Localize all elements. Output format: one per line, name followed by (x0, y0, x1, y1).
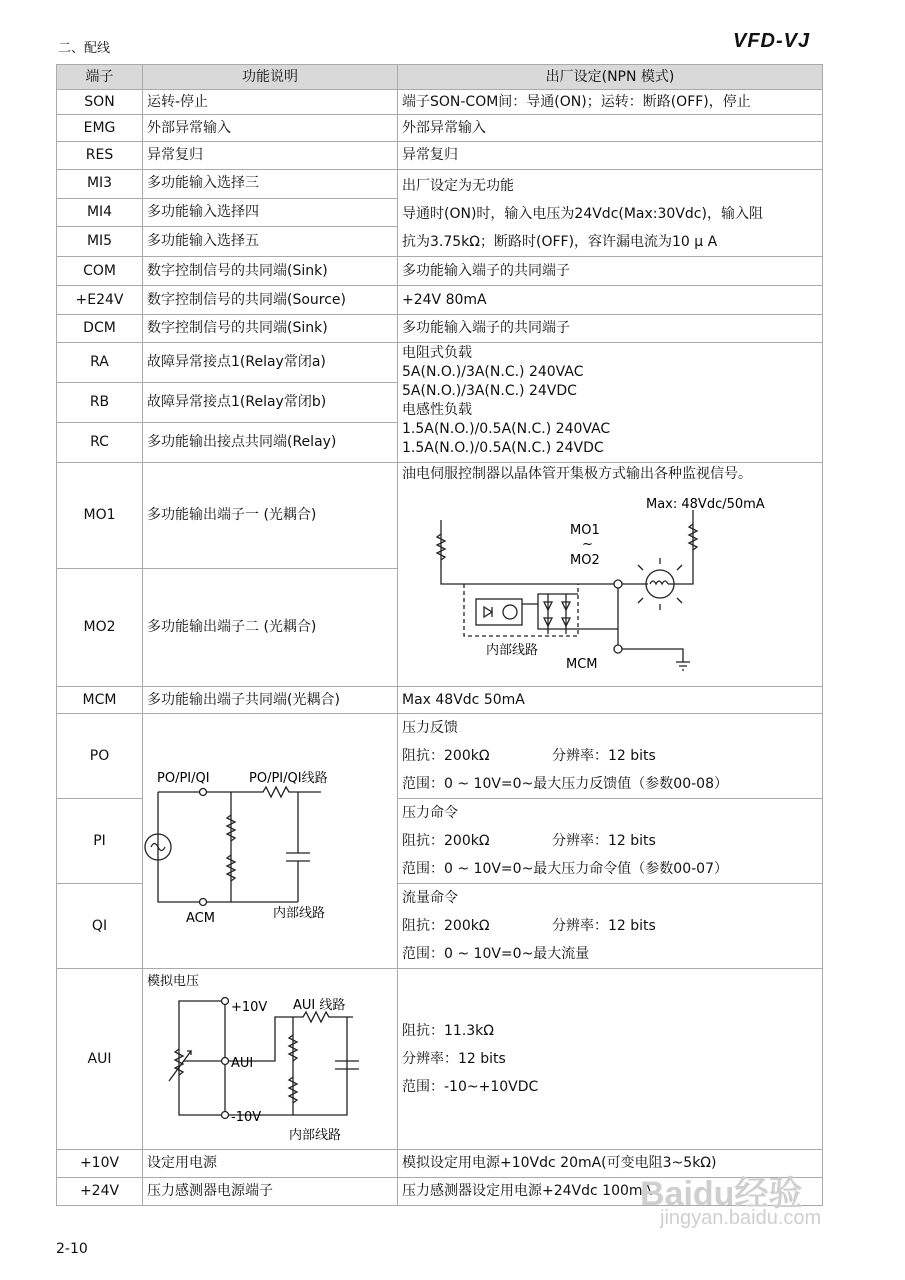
function-e24v: 数字控制信号的共同端(Source) (143, 286, 398, 315)
terminal-mo1: MO1 (57, 463, 143, 569)
mi-setting-line: 出厂设定为无功能 (402, 178, 514, 194)
aui-diagram-cell (143, 969, 398, 1150)
col-header-terminal: 端子 (57, 65, 143, 90)
setting-mi (398, 170, 823, 257)
aui-label: AUI (231, 1056, 254, 1071)
analog-input-diagram (143, 715, 397, 961)
terminal-mi3: MI3 (57, 170, 143, 199)
function-res: 异常复归 (143, 142, 398, 170)
table-row (57, 714, 823, 799)
terminal-p10v: +10V (57, 1150, 143, 1178)
watermark-logo: Baidu经验 (640, 1175, 803, 1213)
qi-resolution: 分辨率：12 bits (552, 918, 656, 934)
setting-mcm: Max 48Vdc 50mA (398, 687, 823, 714)
function-p24v: 压力感测器电源端子 (143, 1178, 398, 1206)
terminal-mi4: MI4 (57, 198, 143, 227)
pi-impedance: 阻抗：200kΩ (402, 833, 490, 849)
function-mo1: 多功能输出端子一 (光耦合) (143, 463, 398, 569)
col-header-function: 功能说明 (143, 65, 398, 90)
terminal-aui: AUI (57, 969, 143, 1150)
setting-e24v: +24V 80mA (398, 286, 823, 315)
mo-setting-text: 油电伺服控制器以晶体管开集极方式输出各种监视信号。 (402, 466, 752, 482)
setting-com: 多功能输入端子的共同端子 (398, 257, 823, 286)
mo-max-label: Max: 48Vdc/50mA (646, 497, 765, 512)
function-mi4: 多功能输入选择四 (143, 198, 398, 227)
setting-p24v: 压力感测器设定用电源+24Vdc 100mA (398, 1178, 823, 1206)
internal-label: 内部线路 (273, 906, 326, 921)
setting-relay (398, 343, 823, 463)
mo-terminal-dot (614, 580, 622, 588)
terminal-mi5: MI5 (57, 227, 143, 257)
col-header-setting: 出厂设定(NPN 模式) (398, 65, 823, 90)
function-rb: 故障异常接点1(Relay常闭b) (143, 383, 398, 423)
mcm-label: MCM (566, 657, 598, 672)
table-row (57, 257, 823, 286)
function-dcm: 数字控制信号的共同端(Sink) (143, 315, 398, 343)
aui-internal-label: 内部线路 (289, 1128, 342, 1143)
terminal-label: PO/PI/QI (157, 771, 210, 786)
relay-setting-line: 5A(N.O.)/3A(N.C.) 240VAC (402, 364, 584, 380)
mi-setting-line: 抗为3.75kΩ；断路时(OFF)，容许漏电流为10 μ A (402, 234, 718, 250)
setting-mo (398, 463, 823, 687)
terminal-po: PO (57, 714, 143, 799)
qi-title: 流量命令 (402, 890, 458, 906)
p10v-dot (222, 998, 229, 1005)
section-title: 二、配线 (58, 41, 111, 56)
mo2-label: MO2 (570, 553, 600, 568)
acm-dot (200, 899, 207, 906)
terminal-e24v: +E24V (57, 286, 143, 315)
setting-res: 异常复归 (398, 142, 823, 170)
function-son: 运转-停止 (143, 90, 398, 115)
setting-son: 端子SON-COM间：导通(ON)；运转：断路(OFF)，停止 (398, 90, 823, 115)
setting-p10v: 模拟设定用电源+10Vdc 20mA(可变电阻3~5kΩ) (398, 1150, 823, 1178)
aui-impedance: 阻抗：11.3kΩ (402, 1023, 494, 1039)
table-row (57, 286, 823, 315)
table-header-row (57, 65, 823, 90)
internal-circuit-label: 内部线路 (486, 643, 539, 658)
function-mcm: 多功能输出端子共同端(光耦合) (143, 687, 398, 714)
relay-setting-line: 电阻式负载 (402, 345, 472, 361)
aui-line-label: AUI 线路 (293, 998, 346, 1013)
relay-setting-line: 1.5A(N.O.)/0.5A(N.C.) 240VAC (402, 421, 611, 437)
po-impedance: 阻抗：200kΩ (402, 748, 490, 764)
terminal-rc: RC (57, 423, 143, 463)
setting-aui (398, 969, 823, 1150)
relay-setting-line: 1.5A(N.O.)/0.5A(N.C.) 24VDC (402, 440, 604, 456)
table-row (57, 687, 823, 714)
pi-range: 范围：0 ~ 10V=0~最大压力命令值（参数00-07） (402, 861, 728, 877)
mo1-label: MO1 (570, 523, 600, 538)
function-mi5: 多功能输入选择五 (143, 227, 398, 257)
terminal-emg: EMG (57, 115, 143, 142)
function-mi3: 多功能输入选择三 (143, 170, 398, 199)
line-label: PO/PI/QI线路 (249, 771, 328, 786)
terminal-mcm: MCM (57, 687, 143, 714)
terminal-dot (200, 789, 207, 796)
function-mo2: 多功能输出端子二 (光耦合) (143, 569, 398, 687)
terminal-qi: QI (57, 884, 143, 969)
terminal-p24v: +24V (57, 1178, 143, 1206)
pi-title: 压力命令 (402, 805, 458, 821)
m10v-label: -10V (231, 1110, 262, 1125)
page-number: 2-10 (56, 1241, 88, 1257)
aui-dot (222, 1058, 229, 1065)
qi-range: 范围：0 ~ 10V=0~最大流量 (402, 946, 590, 962)
terminal-son: SON (57, 90, 143, 115)
setting-qi (398, 884, 823, 969)
terminal-pi: PI (57, 799, 143, 884)
relay-setting-line: 电感性负载 (402, 402, 472, 418)
mi-setting-line: 导通时(ON)时，输入电压为24Vdc(Max:30Vdc)，输入阻 (402, 206, 763, 222)
table-row (57, 115, 823, 142)
terminal-mo2: MO2 (57, 569, 143, 687)
function-ra: 故障异常接点1(Relay常闭a) (143, 343, 398, 383)
table-row (57, 90, 823, 115)
terminal-ra: RA (57, 343, 143, 383)
table-row (57, 343, 823, 383)
setting-dcm: 多功能输入端子的共同端子 (398, 315, 823, 343)
terminal-com: COM (57, 257, 143, 286)
table-row (57, 969, 823, 1150)
function-rc: 多功能输出接点共同端(Relay) (143, 423, 398, 463)
setting-po (398, 714, 823, 799)
terminal-rb: RB (57, 383, 143, 423)
function-com: 数字控制信号的共同端(Sink) (143, 257, 398, 286)
aui-circuit-diagram (143, 969, 397, 1143)
table-row (57, 170, 823, 199)
p10v-label: +10V (231, 1000, 268, 1015)
po-resolution: 分辨率：12 bits (552, 748, 656, 764)
function-p10v: 设定用电源 (143, 1150, 398, 1178)
aui-resolution: 分辨率：12 bits (402, 1051, 506, 1067)
wiring-table (56, 64, 823, 1206)
table-row (57, 315, 823, 343)
tilde-label: ~ (582, 537, 593, 552)
setting-emg: 外部异常输入 (398, 115, 823, 142)
m10v-dot (222, 1112, 229, 1119)
analog-input-diagram-cell (143, 714, 398, 969)
terminal-res: RES (57, 142, 143, 170)
po-title: 压力反馈 (402, 720, 458, 736)
table-row (57, 142, 823, 170)
mo-circuit-diagram (398, 484, 822, 680)
brand-logo: VFD-VJ (733, 30, 811, 52)
qi-impedance: 阻抗：200kΩ (402, 918, 490, 934)
aui-range: 范围：-10~+10VDC (402, 1079, 539, 1095)
pi-resolution: 分辨率：12 bits (552, 833, 656, 849)
mcm-terminal-dot (614, 645, 622, 653)
setting-pi (398, 799, 823, 884)
po-range: 范围：0 ~ 10V=0~最大压力反馈值（参数00-08） (402, 776, 728, 792)
watermark-url: jingyan.baidu.com (660, 1207, 822, 1229)
aui-diagram-title: 模拟电压 (147, 974, 200, 989)
relay-setting-line: 5A(N.O.)/3A(N.C.) 24VDC (402, 383, 577, 399)
table-row (57, 463, 823, 569)
terminal-dcm: DCM (57, 315, 143, 343)
acm-label: ACM (186, 911, 215, 926)
function-emg: 外部异常输入 (143, 115, 398, 142)
